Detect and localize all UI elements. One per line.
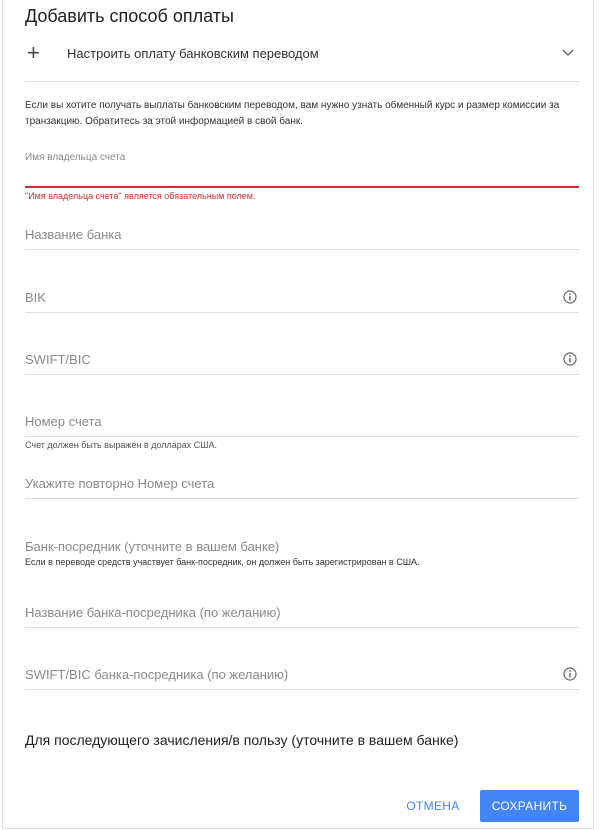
cancel-button[interactable]: ОТМЕНА: [397, 790, 469, 822]
account-number-repeat-field: [25, 469, 579, 499]
bank-transfer-label: Настроить оплату банковским переводом: [67, 46, 319, 61]
bank-name-field: [25, 220, 579, 250]
account-holder-field: [25, 145, 579, 188]
intermediary-bank-label: Банк-посредник (уточните в вашем банке): [25, 539, 280, 554]
bank-transfer-info: Если вы хотите получать выплаты банковским переводом, вам нужно узнать обменный курс и размер комиссии за транзакцию. Обратитесь за этой информацией в свой банк.: [25, 100, 560, 127]
bik-input[interactable]: [25, 283, 579, 312]
swift-input[interactable]: [25, 345, 579, 374]
intermediary-name-input[interactable]: [25, 598, 579, 627]
bank-name-input[interactable]: [25, 220, 579, 249]
bik-field: [25, 283, 579, 313]
swift-field: [25, 345, 579, 375]
account-holder-input[interactable]: [25, 145, 579, 165]
account-number-input[interactable]: [25, 407, 579, 436]
plus-icon: +: [27, 40, 40, 65]
payment-method-dialog: [2, 0, 594, 829]
save-button[interactable]: СОХРАНИТЬ: [480, 790, 579, 822]
account-number-repeat-input[interactable]: [25, 469, 579, 498]
account-holder-error: "Имя владельца счета" является обязательным полем.: [25, 191, 256, 201]
account-number-hint: Счет должен быть выражен в долларах США.: [25, 440, 218, 450]
intermediary-bank-hint: Если в переводе средств участвует банк-посредник, он должен быть зарегистрирован в США.: [25, 557, 420, 567]
info-icon[interactable]: [563, 667, 577, 681]
dialog-title: Добавить способ оплаты: [25, 6, 234, 26]
bank-transfer-expander[interactable]: [25, 38, 579, 82]
intermediary-name-field: [25, 598, 579, 628]
intermediary-swift-input[interactable]: [25, 660, 579, 689]
account-number-field: [25, 407, 579, 437]
further-credit-title: Для последующего зачисления/в пользу (уточните в вашем банке): [25, 732, 459, 748]
info-icon[interactable]: [563, 290, 577, 304]
chevron-down-icon[interactable]: [561, 46, 575, 60]
info-icon[interactable]: [563, 352, 577, 366]
intermediary-swift-field: [25, 660, 579, 690]
